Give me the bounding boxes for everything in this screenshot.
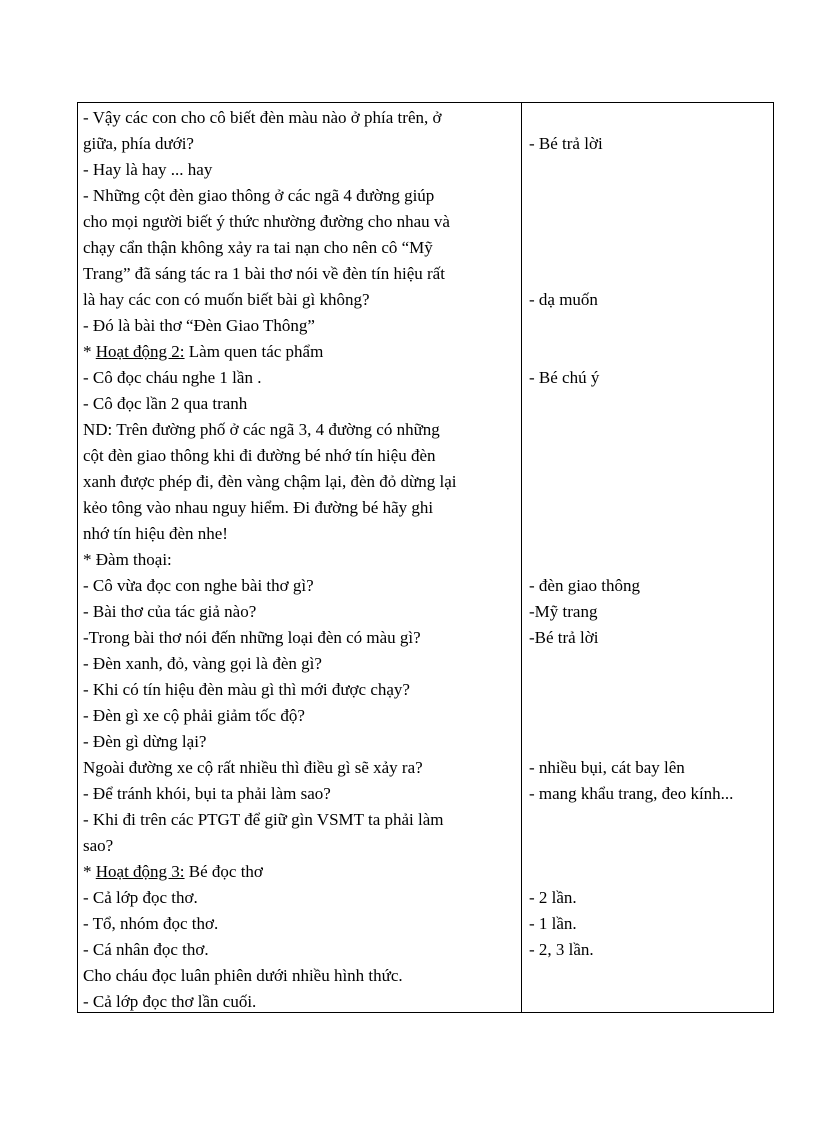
line-text: - Cả lớp đọc thơ lần cuối. (83, 992, 257, 1011)
line-text: chạy cẩn thận không xảy ra tai nạn cho nên cô “Mỹ (83, 238, 433, 257)
line-text: * (83, 342, 96, 361)
student-response-line: - 2, 3 lần. (529, 940, 594, 959)
teacher-line (83, 807, 444, 833)
teacher-line (83, 677, 410, 703)
line-text: - Đèn gì xe cộ phải giảm tốc độ? (83, 706, 305, 725)
teacher-line (83, 443, 436, 469)
line-text: sao? (83, 836, 114, 855)
column-divider (521, 103, 522, 1012)
student-response-line: -Mỹ trang (529, 602, 598, 621)
teacher-line (83, 157, 212, 183)
line-text: - Hay là hay ... hay (83, 160, 213, 179)
teacher-line (83, 521, 228, 547)
teacher-line (83, 391, 247, 417)
lesson-table (77, 102, 774, 1013)
line-text: Cho cháu đọc luân phiên dưới nhiều hình thức. (83, 966, 403, 985)
line-text: - Để tránh khói, bụi ta phải làm sao? (83, 784, 331, 803)
line-text: Ngoài đường xe cộ rất nhiều thì điều gì sẽ xảy ra? (83, 758, 423, 777)
teacher-line (83, 599, 256, 625)
teacher-line (83, 859, 263, 885)
student-response-line: - đèn giao thông (529, 576, 640, 595)
line-text: xanh được phép đi, đèn vàng chậm lại, đèn đỏ dừng lại (83, 472, 457, 491)
teacher-line (83, 625, 421, 651)
line-text: kẻo tông vào nhau nguy hiểm. Đi đường bé hãy ghi (83, 498, 434, 517)
teacher-line (83, 235, 433, 261)
teacher-line (83, 547, 172, 573)
teacher-line (83, 339, 323, 365)
line-text: cho mọi người biết ý thức nhường đường cho nhau và (83, 212, 450, 231)
student-response-line: - Bé chú ý (529, 368, 600, 387)
teacher-line (83, 313, 315, 339)
teacher-line (83, 885, 198, 911)
line-text: - Bài thơ của tác giả nào? (83, 602, 257, 621)
teacher-line (83, 781, 331, 807)
activity-heading: Hoạt động 3: (95, 862, 185, 881)
teacher-line (83, 989, 256, 1015)
teacher-line (83, 703, 305, 729)
teacher-line (83, 495, 433, 521)
student-response-line: -Bé trả lời (529, 628, 599, 647)
line-text: - Khi có tín hiệu đèn màu gì thì mới được chạy? (83, 680, 410, 699)
line-text: - Đó là bài thơ “Đèn Giao Thông” (83, 316, 315, 335)
line-text: - Cả lớp đọc thơ. (83, 888, 198, 907)
line-text: - Tổ, nhóm đọc thơ. (83, 914, 219, 933)
line-text: Bé đọc thơ (184, 862, 263, 881)
teacher-line (83, 417, 440, 443)
line-text: ND: Trên đường phố ở các ngã 3, 4 đường có những (83, 420, 440, 439)
student-response-line: - 2 lần. (529, 888, 577, 907)
student-response-line: - mang khẩu trang, đeo kính... (529, 784, 734, 803)
line-text: - Cá nhân đọc thơ. (83, 940, 209, 959)
line-text: - Những cột đèn giao thông ở các ngã 4 đường giúp (83, 186, 435, 205)
student-response-line: - Bé trả lời (529, 134, 603, 153)
line-text: - Đèn xanh, đỏ, vàng gọi là đèn gì? (83, 654, 322, 673)
line-text: - Cô đọc cháu nghe 1 lần . (83, 368, 262, 387)
teacher-line (83, 729, 206, 755)
teacher-line (83, 755, 423, 781)
teacher-line (83, 209, 450, 235)
line-text: - Cô vừa đọc con nghe bài thơ gì? (83, 576, 314, 595)
student-response-line: - nhiều bụi, cát bay lên (529, 758, 685, 777)
line-text: nhớ tín hiệu đèn nhe! (83, 524, 228, 543)
student-response-line: - 1 lần. (529, 914, 577, 933)
teacher-line (83, 963, 403, 989)
teacher-line (83, 183, 434, 209)
line-text: - Đèn gì dừng lại? (83, 732, 207, 751)
teacher-line (83, 365, 261, 391)
teacher-line (83, 105, 441, 131)
teacher-line (83, 131, 194, 157)
teacher-line (83, 573, 314, 599)
teacher-line (83, 937, 209, 963)
line-text: Trang” đã sáng tác ra 1 bài thơ nói về đèn tín hiệu rất (83, 264, 445, 283)
teacher-line (83, 469, 456, 495)
line-text: giữa, phía dưới? (83, 134, 194, 153)
line-text: Làm quen tác phẩm (184, 342, 324, 361)
line-text: - Cô đọc lần 2 qua tranh (83, 394, 248, 413)
teacher-line (83, 287, 370, 313)
line-text: * (83, 862, 96, 881)
teacher-line (83, 261, 445, 287)
line-text: -Trong bài thơ nói đến những loại đèn có màu gì? (83, 628, 421, 647)
teacher-line (83, 651, 322, 677)
line-text: - Khi đi trên các PTGT để giữ gìn VSMT ta phải làm (83, 810, 444, 829)
line-text: cột đèn giao thông khi đi đường bé nhớ tín hiệu đèn (83, 446, 436, 465)
student-response-line: - dạ muốn (529, 290, 598, 309)
line-text: - Vậy các con cho cô biết đèn màu nào ở phía trên, ở (83, 108, 442, 127)
activity-heading: Hoạt động 2: (95, 342, 185, 361)
teacher-line (83, 911, 218, 937)
teacher-line (83, 833, 113, 859)
line-text: * Đàm thoại: (83, 550, 172, 569)
line-text: là hay các con có muốn biết bài gì không? (83, 290, 370, 309)
